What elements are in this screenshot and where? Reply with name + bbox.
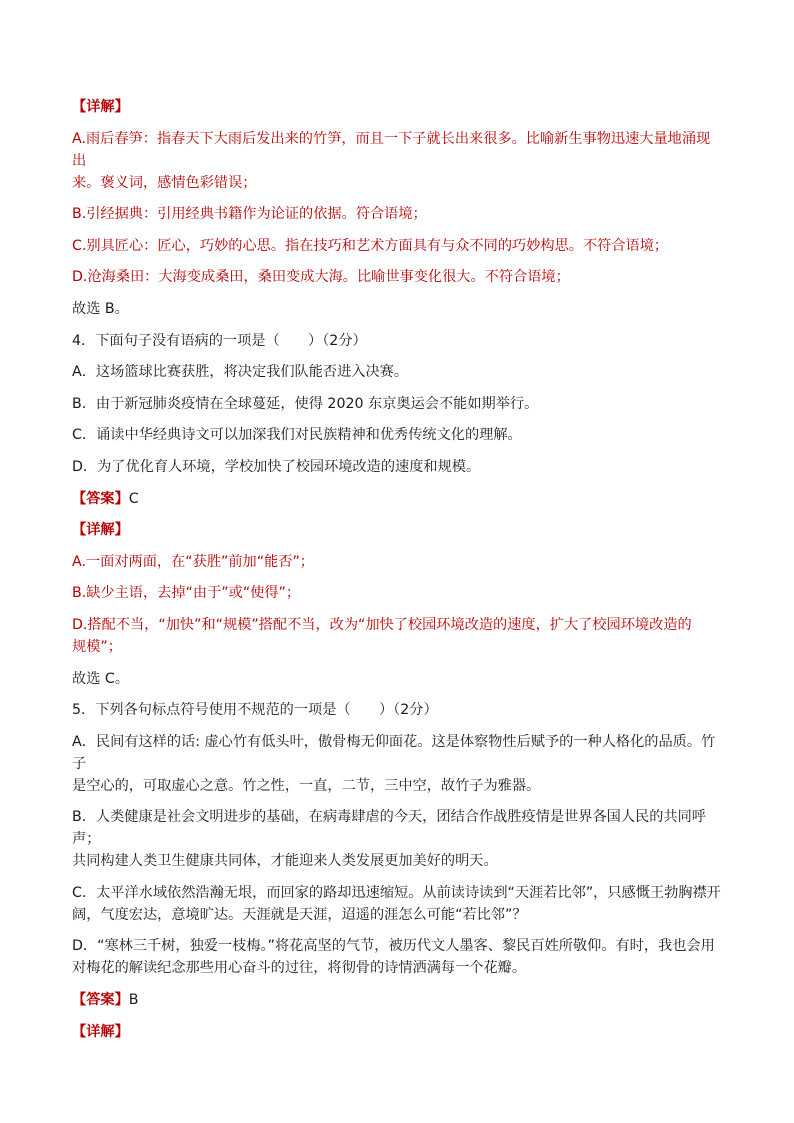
answer-value: B: [128, 992, 139, 1009]
detail-line: 规模”；: [72, 638, 122, 655]
option-line: 是空心的，可取虚心之意。竹之性，一直，二节，三中空，故竹子为雅器。: [72, 777, 541, 794]
question-4-option-a: A．这场篮球比赛获胜，将决定我们队能否进入决赛。: [72, 364, 409, 381]
detail-item-d: [72, 614, 724, 658]
question-5-option-d: [72, 935, 724, 979]
document-page: [72, 96, 724, 1052]
question-4-option-c: C．诵读中华经典诗文可以加深我们对民族精神和优秀传统文化的理解。: [72, 427, 522, 444]
conclusion: 故选 C。: [72, 670, 129, 687]
option-line: C．太平洋水域依然浩瀚无垠，而回家的路却迅速缩短。从前读诗读到“天涯若比邻”，只感慨王勃胸襟开: [72, 884, 721, 901]
answer-value: C: [128, 490, 139, 507]
option-line: A．民间有这样的话: 虚心竹有低头叶，傲骨梅无仰面花。这是体察物性后赋予的一种人格化的品质。竹子: [72, 733, 716, 772]
answer-tag: 【答案】: [72, 490, 129, 507]
question-4-option-b: B．由于新冠肺炎疫情在全球蔓延，使得 2020 东京奥运会不能如期举行。: [72, 395, 539, 412]
option-line: 对梅花的解读纪念那些用心奋斗的过往，将彻骨的诗情洒满每一个花瓣。: [72, 960, 527, 977]
detail-item-b: B.缺少主语，去掉“由于”或“使得”；: [72, 585, 301, 602]
option-line: B．人类健康是社会文明进步的基础，在病毒肆虐的今天，团结合作战胜疫情是世界各国人民的共同呼声；: [72, 809, 706, 848]
question-5-answer: [72, 989, 724, 1011]
option-line: 共同构建人类卫生健康共同体，才能迎来人类发展更加美好的明天。: [72, 853, 498, 870]
detail-item-c: C.别具匠心：匠心，巧妙的心思。指在技巧和艺术方面具有与众不同的巧妙构思。不符合语境；: [72, 237, 669, 254]
detail-heading: 【详解】: [72, 522, 129, 539]
detail-line: D.搭配不当，“加快”和“规模”搭配不当，改为“加快了校园环境改造的速度，扩大了校园环境改造的: [72, 616, 692, 633]
detail-line: A.雨后春笋：指春天下大雨后发出来的竹笋，而且一下子就长出来很多。比喻新生事物迅速大量地涌现出: [72, 130, 711, 169]
option-line: 阔，气度宏达，意境旷达。天涯就是天涯，迢遥的涯怎么可能“若比邻”？: [72, 906, 527, 923]
detail-item-d: D.沧海桑田：大海变成桑田，桑田变成大海。比喻世事变化很大。不符合语境；: [72, 269, 570, 286]
option-line: D．“寒林三千树，独爱一枝梅。”将花高坚的气节，被历代文人墨客、黎民百姓所敬仰。有时，我也会用: [72, 938, 715, 955]
detail-item-a: A.一面对两面，在“获胜”前加“能否”；: [72, 553, 314, 570]
question-4-answer: [72, 488, 724, 510]
answer-tag: 【答案】: [72, 992, 129, 1009]
detail-item-a: [72, 128, 724, 194]
detail-line: 来。褒义词，感情色彩错误；: [72, 174, 257, 191]
conclusion: 故选 B。: [72, 300, 129, 317]
question-4-option-d: D．为了优化育人环境，学校加快了校园环境改造的速度和规模。: [72, 458, 481, 475]
question-5-option-b: [72, 806, 724, 872]
detail-heading: 【详解】: [72, 99, 129, 115]
question-5-option-a: [72, 731, 724, 797]
detail-item-b: B.引经据典：引用经典书籍作为论证的依据。符合语境；: [72, 206, 427, 223]
question-5-stem: 5．下列各句标点符号使用不规范的一项是（ ）（2分）: [72, 702, 438, 719]
question-4-stem: 4．下面句子没有语病的一项是（ ）（2分）: [72, 332, 367, 349]
question-5-option-c: [72, 882, 724, 926]
detail-heading: 【详解】: [72, 1023, 129, 1040]
